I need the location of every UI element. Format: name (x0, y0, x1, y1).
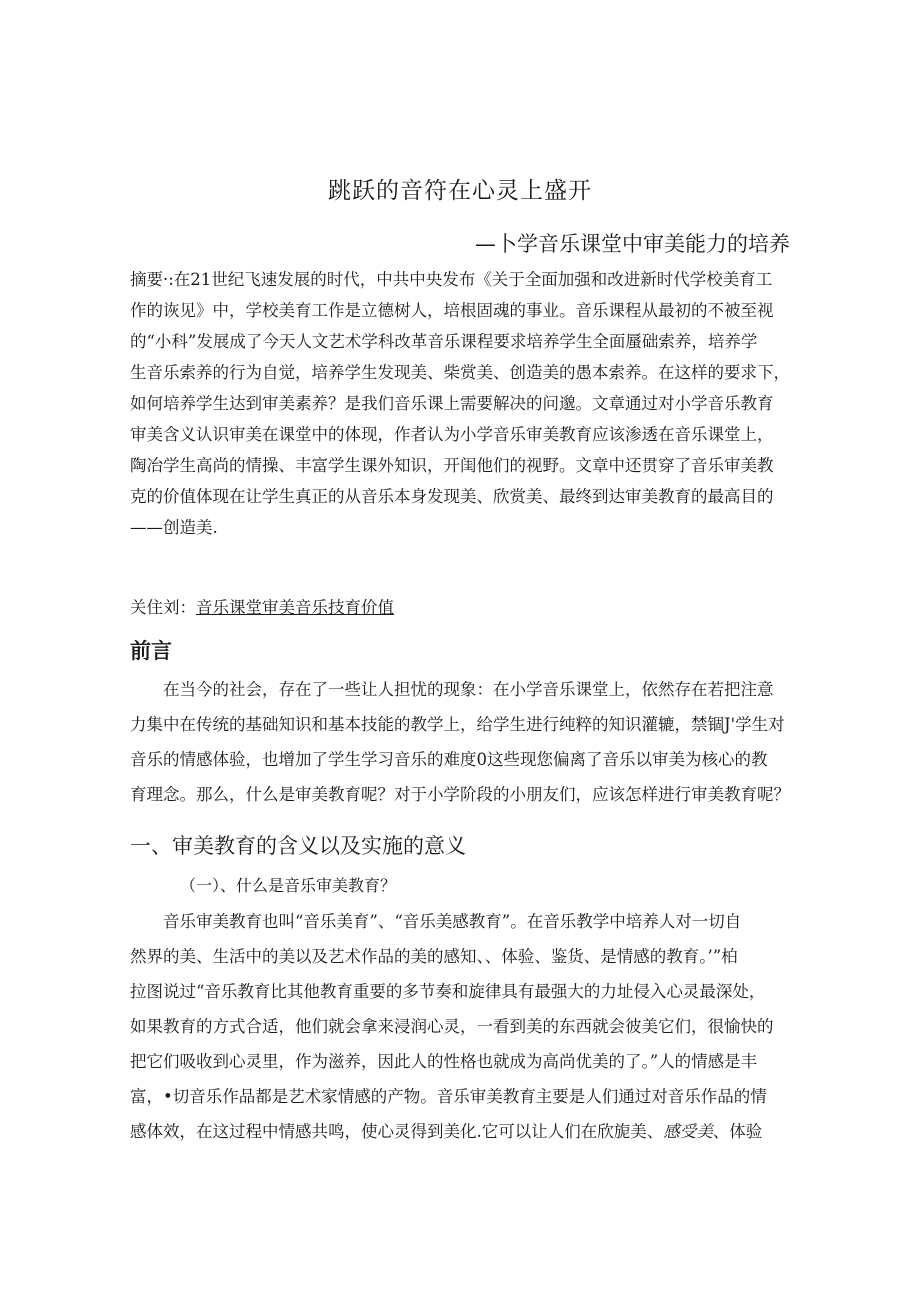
abstract-line: 陶冶学生高尚的情操、丰富学生课外知识，开闺他们的视野。文章中还贯穿了音乐审美教 (130, 456, 774, 475)
section-paragraph (130, 904, 792, 1149)
section-line-last (130, 1114, 792, 1149)
section-line: 如果教育的方式合适，他们就会拿来浸润心灵，一看到美的东西就会彼美它们，很愉快的 (130, 1017, 774, 1036)
section-line: 音乐审美教育也叫“音乐美育”、“音乐美感教育”。在音乐教学中培养人对一切自 (130, 912, 742, 931)
section-line: 然界的美、生活中的美以及艺术作品的美的感知、、体验、鉴货、是情感的教育。’”柏 (130, 947, 738, 966)
abstract-line: 摘要·:在21世纪飞速发展的时代，中共中央发布《关于全面加强和改进新时代学校美育工 (130, 270, 773, 289)
document-subtitle: —卜学音乐课堂中审美能力的培养 (475, 232, 790, 256)
abstract-line: ——创造美. (130, 518, 218, 537)
section-line-start: 感体效，在这过程中情感共鸣，使心灵得到美化.它可以让人们在欣旎美、 (130, 1122, 664, 1141)
keywords-line (130, 594, 394, 618)
preface-line: 力集中在传统的基础知识和基本技能的教学上，给学生进行纯粹的知识灌辘，禁锢J'学生对 (130, 715, 785, 734)
abstract-line: 审美含义认识审美在课堂中的体现，作者认为小学音乐审美教育应该渗透在音乐课堂上， (130, 425, 774, 444)
section-line: 把它们吸收到心灵里，作为滋养，因此人的性格也就成为高尚优美的了。”人的情感是丰 (130, 1052, 758, 1071)
document-title: 跳跃的音符在心灵上盛开 (328, 178, 592, 204)
preface-heading: 前言 (130, 639, 172, 663)
abstract-block (130, 264, 792, 543)
keywords-label: 关住刘： (130, 598, 196, 617)
abstract-line: 生音乐索养的行为自觉，培养学生发现美、柴赏美、创造美的愚本索养。在这样的要求下， (130, 363, 790, 382)
preface-paragraph (130, 672, 792, 812)
abstract-line: 作的诙见》中，学校美育工作是立德树人，培根固魂的事业。音乐课程从最初的不被至视 (130, 301, 774, 320)
abstract-line: 的“小科”发展成了今天人文艺术学科改革音乐课程要求培养学生全面蜃础索养，培养学 (130, 332, 758, 351)
preface-line: 育理念。那么，什么是审美教育呢？对于小学阶段的小朋友们，应该怎样进行审美教育呢？ (130, 785, 790, 804)
section-line-end: 、体验 (712, 1122, 763, 1141)
subsection-heading: （一）、什么是音乐审美教育？ (180, 876, 397, 895)
preface-line: 在当今的社会，存在了一些让人担忧的现象：在小学音乐课堂上，依然存在若把注意 (130, 680, 774, 699)
abstract-line: 克的价值体现在让学生真正的从音乐本身发现美、欣赏美、最终到达审美教育的最高目的 (130, 487, 774, 506)
keywords-text: 音乐课堂审美音乐技育价值 (196, 598, 394, 617)
section-line: 富，•切音乐作品都是艺术家情感的产物。音乐审美教育主要是人们通过对音乐作品的情 (130, 1087, 767, 1106)
abstract-line: 如何培养学生达到审美素养？是我们音乐课上需要解决的问邈。文章通过对小学音乐教育 (130, 394, 774, 413)
section-line: 拉图说过“音乐教育比其他教育重要的多节奏和旋律具有最强大的力址侵入心灵最深处， (130, 982, 766, 1001)
italic-phrase: 感受美 (663, 1122, 713, 1141)
section-heading: 一、审美教育的含义以及实施的意义 (130, 834, 466, 858)
preface-line: 音乐的情感体验，也增加了学生学习音乐的难度0这些现您偏离了音乐以审美为核心的教 (130, 750, 768, 769)
